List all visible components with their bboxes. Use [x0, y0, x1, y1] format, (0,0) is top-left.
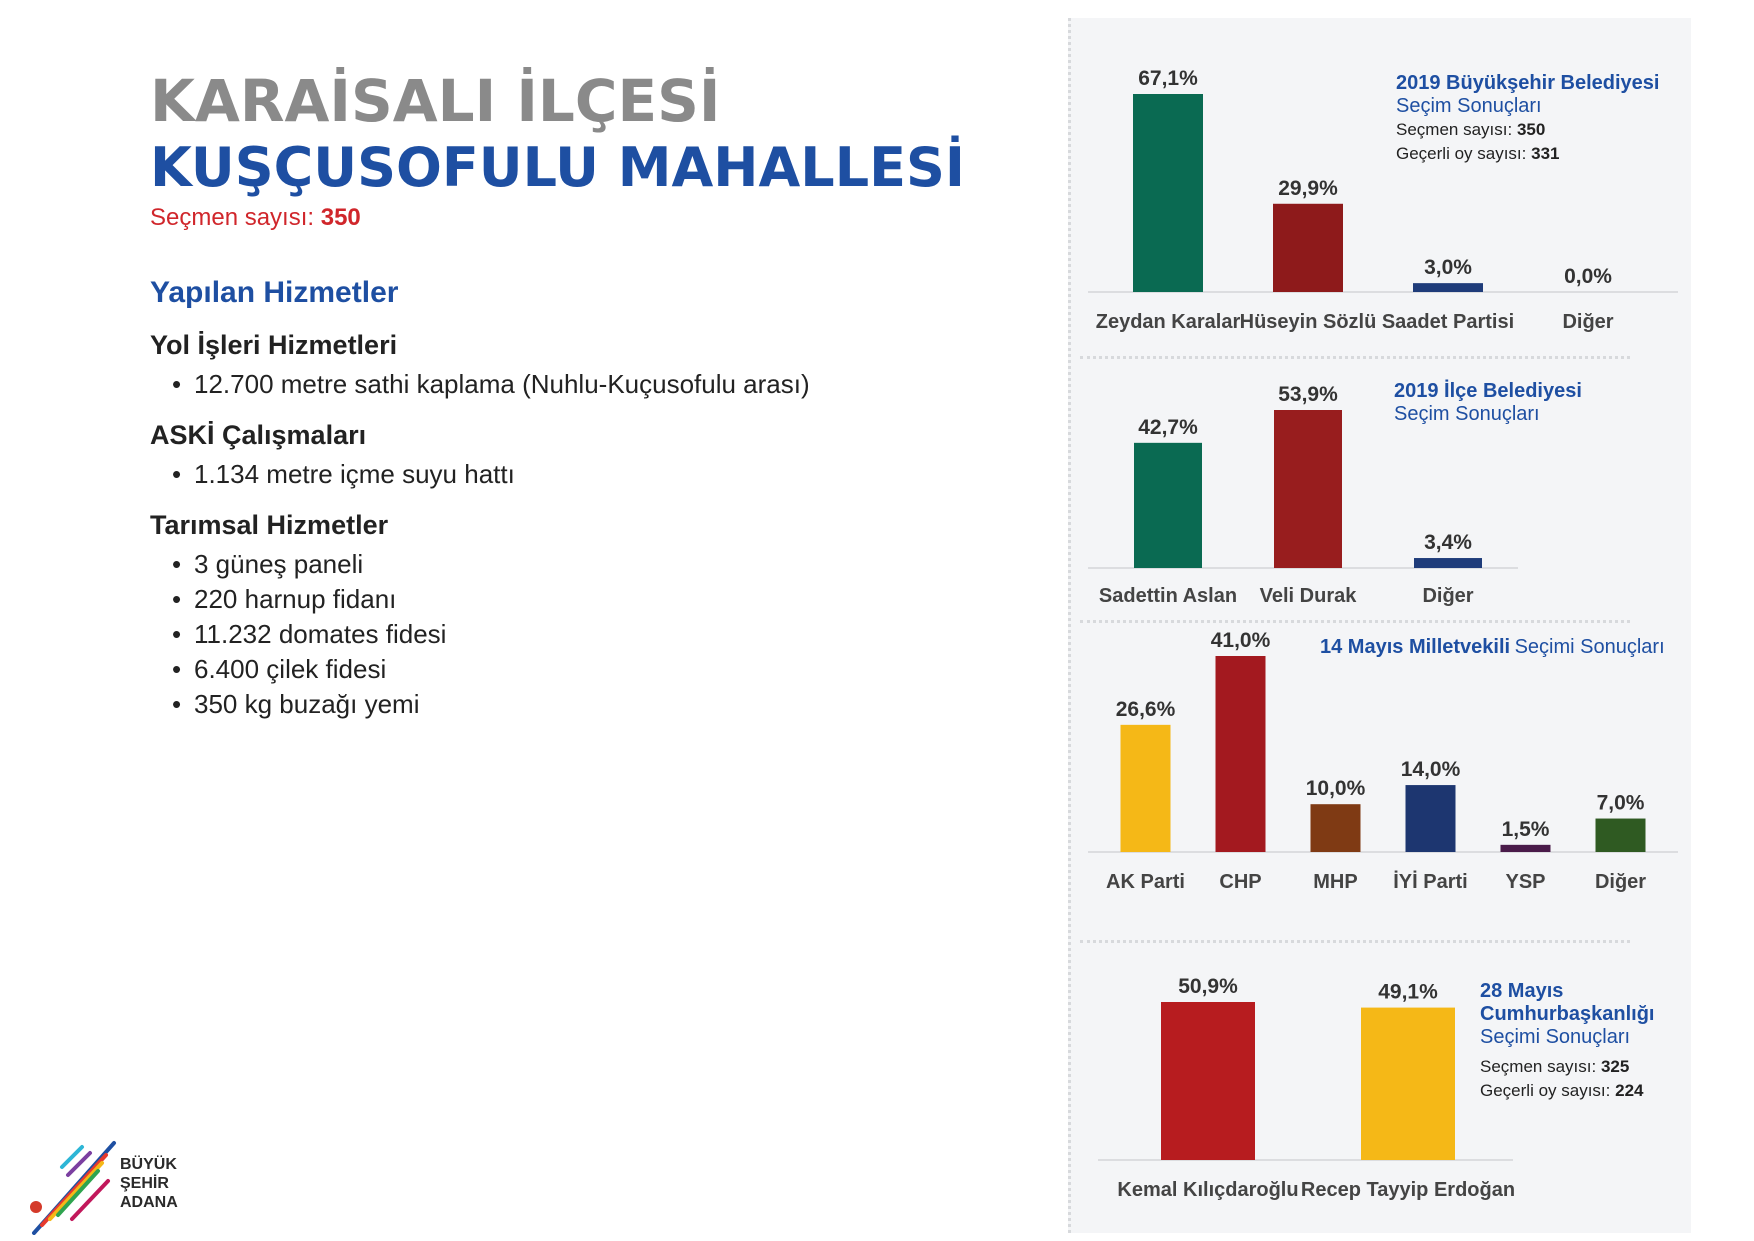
category-label: İYİ Parti	[1393, 871, 1468, 893]
service-group-heading: Tarımsal Hizmetler	[150, 510, 389, 540]
bar-2	[1413, 283, 1483, 292]
voter-count-label: Seçmen sayısı:	[150, 204, 315, 231]
data-label: 3,4%	[1424, 531, 1472, 555]
data-label: 0,0%	[1564, 265, 1612, 288]
category-label: Recep Tayyip Erdoğan	[1300, 1179, 1516, 1201]
data-label: 7,0%	[1596, 791, 1645, 815]
data-label: 3,0%	[1424, 256, 1472, 280]
service-group-aski	[150, 420, 515, 492]
voter-count: Seçmen sayısı: 325	[1480, 1057, 1630, 1076]
chart-2019-district	[1068, 362, 1688, 620]
service-group-heading: Yol İşleri Hizmetleri	[150, 330, 398, 360]
bar-4	[1501, 845, 1551, 852]
bar-0	[1161, 1002, 1255, 1160]
bullet-icon: •	[172, 459, 182, 489]
logo-stripes-icon	[28, 1135, 123, 1235]
bullet-icon: •	[172, 619, 182, 649]
bullet-icon: •	[172, 654, 182, 684]
bar-1	[1273, 204, 1343, 292]
service-item: • 6.400 çilek fidesi	[150, 652, 446, 687]
chart-14-may-parliament	[1068, 626, 1688, 938]
data-label: 42,7%	[1138, 415, 1198, 439]
bullet-icon: •	[172, 584, 182, 614]
legend-2019-district	[1394, 380, 1582, 426]
category-label: Hüseyin Sözlü	[1239, 311, 1377, 333]
bar-0	[1133, 94, 1203, 292]
chart-title: 28 Mayıs Cumhurbaşkanlığı	[1480, 980, 1655, 1025]
data-label: 26,6%	[1115, 697, 1176, 721]
chart-divider	[1080, 356, 1630, 359]
bar-2	[1414, 558, 1482, 568]
category-label: Veli Durak	[1259, 585, 1357, 607]
data-label: 1,5%	[1501, 817, 1550, 841]
emblem-icon	[30, 1201, 42, 1213]
service-list	[150, 547, 446, 722]
chart-divider	[1080, 620, 1630, 623]
category-label: MHP	[1313, 871, 1358, 893]
bullet-icon: •	[172, 689, 182, 719]
data-label: 41,0%	[1210, 629, 1271, 652]
voter-count: Seçmen sayısı: 350	[1396, 120, 1546, 139]
chart-title: 14 Mayıs Milletvekili	[1320, 636, 1511, 658]
data-label: 10,0%	[1305, 777, 1366, 801]
category-label: AK Parti	[1106, 871, 1185, 893]
service-group-roads	[150, 330, 810, 402]
legend-2019-metropolitan	[1396, 72, 1659, 166]
data-label: 67,1%	[1138, 67, 1198, 90]
chart-subtitle: Seçimi Sonuçları	[1480, 1026, 1631, 1048]
district-title: KARAİSALI İLÇESİ	[150, 67, 721, 135]
category-label: Sadettin Aslan	[1098, 585, 1238, 607]
service-group-agriculture	[150, 510, 446, 722]
bullet-icon: •	[172, 549, 182, 579]
category-label: Diğer	[1562, 311, 1614, 333]
service-item: • 12.700 metre sathi kaplama (Nuhlu-Kuçusofulu arası)	[150, 367, 810, 402]
bar-1	[1274, 410, 1342, 568]
legend-14-may	[1320, 636, 1665, 659]
service-list	[150, 457, 515, 492]
bar-1	[1216, 656, 1266, 852]
data-label: 49,1%	[1378, 980, 1438, 1004]
bar-5	[1596, 819, 1646, 852]
chart-subtitle: Seçimi Sonuçları	[1514, 636, 1665, 658]
service-group-heading: ASKİ Çalışmaları	[150, 420, 367, 450]
bullet-icon: •	[172, 369, 182, 399]
valid-vote-count: Geçerli oy sayısı: 331	[1396, 144, 1560, 163]
data-label: 50,9%	[1178, 975, 1238, 998]
logo-text: BÜYÜK ŞEHİR ADANA	[120, 1156, 178, 1211]
category-label: Saadet Partisi	[1381, 311, 1515, 333]
data-label: 29,9%	[1278, 176, 1338, 200]
chart-subtitle: Seçim Sonuçları	[1396, 95, 1542, 117]
chart-title: 2019 Büyükşehir Belediyesi	[1396, 72, 1660, 94]
bar-1	[1361, 1008, 1455, 1160]
data-label: 53,9%	[1278, 383, 1338, 406]
category-label: Diğer	[1422, 585, 1474, 607]
service-item: • 350 kg buzağı yemi	[150, 687, 446, 722]
chart-title: 2019 İlçe Belediyesi	[1394, 380, 1582, 402]
category-label: Kemal Kılıçdaroğlu	[1117, 1179, 1299, 1201]
buyuksehir-adana-logo	[28, 1135, 198, 1235]
valid-vote-count: Geçerli oy sayısı: 224	[1480, 1081, 1644, 1100]
service-item: • 3 güneş paneli	[150, 547, 446, 582]
voter-count-value: 350	[320, 204, 361, 231]
chart-divider	[1080, 940, 1630, 943]
bar-0	[1134, 443, 1202, 568]
legend-28-may	[1480, 980, 1670, 1103]
chart-subtitle: Seçim Sonuçları	[1394, 403, 1540, 425]
data-label: 14,0%	[1400, 758, 1461, 782]
neighborhood-title: KUŞÇUSOFULU MAHALLESİ	[150, 136, 965, 199]
bar-0	[1121, 725, 1171, 852]
services-title: Yapılan Hizmetler	[150, 276, 399, 309]
service-list	[150, 367, 810, 402]
voter-count	[150, 204, 361, 232]
bar-3	[1406, 785, 1456, 852]
category-label: Diğer	[1594, 871, 1647, 893]
category-label: Zeydan Karalar	[1095, 311, 1241, 333]
category-label: CHP	[1219, 871, 1262, 893]
bar-2	[1311, 804, 1361, 852]
service-item: • 1.134 metre içme suyu hattı	[150, 457, 515, 492]
service-item: • 11.232 domates fidesi	[150, 617, 446, 652]
service-item: • 220 harnup fidanı	[150, 582, 446, 617]
category-label: YSP	[1505, 871, 1546, 893]
